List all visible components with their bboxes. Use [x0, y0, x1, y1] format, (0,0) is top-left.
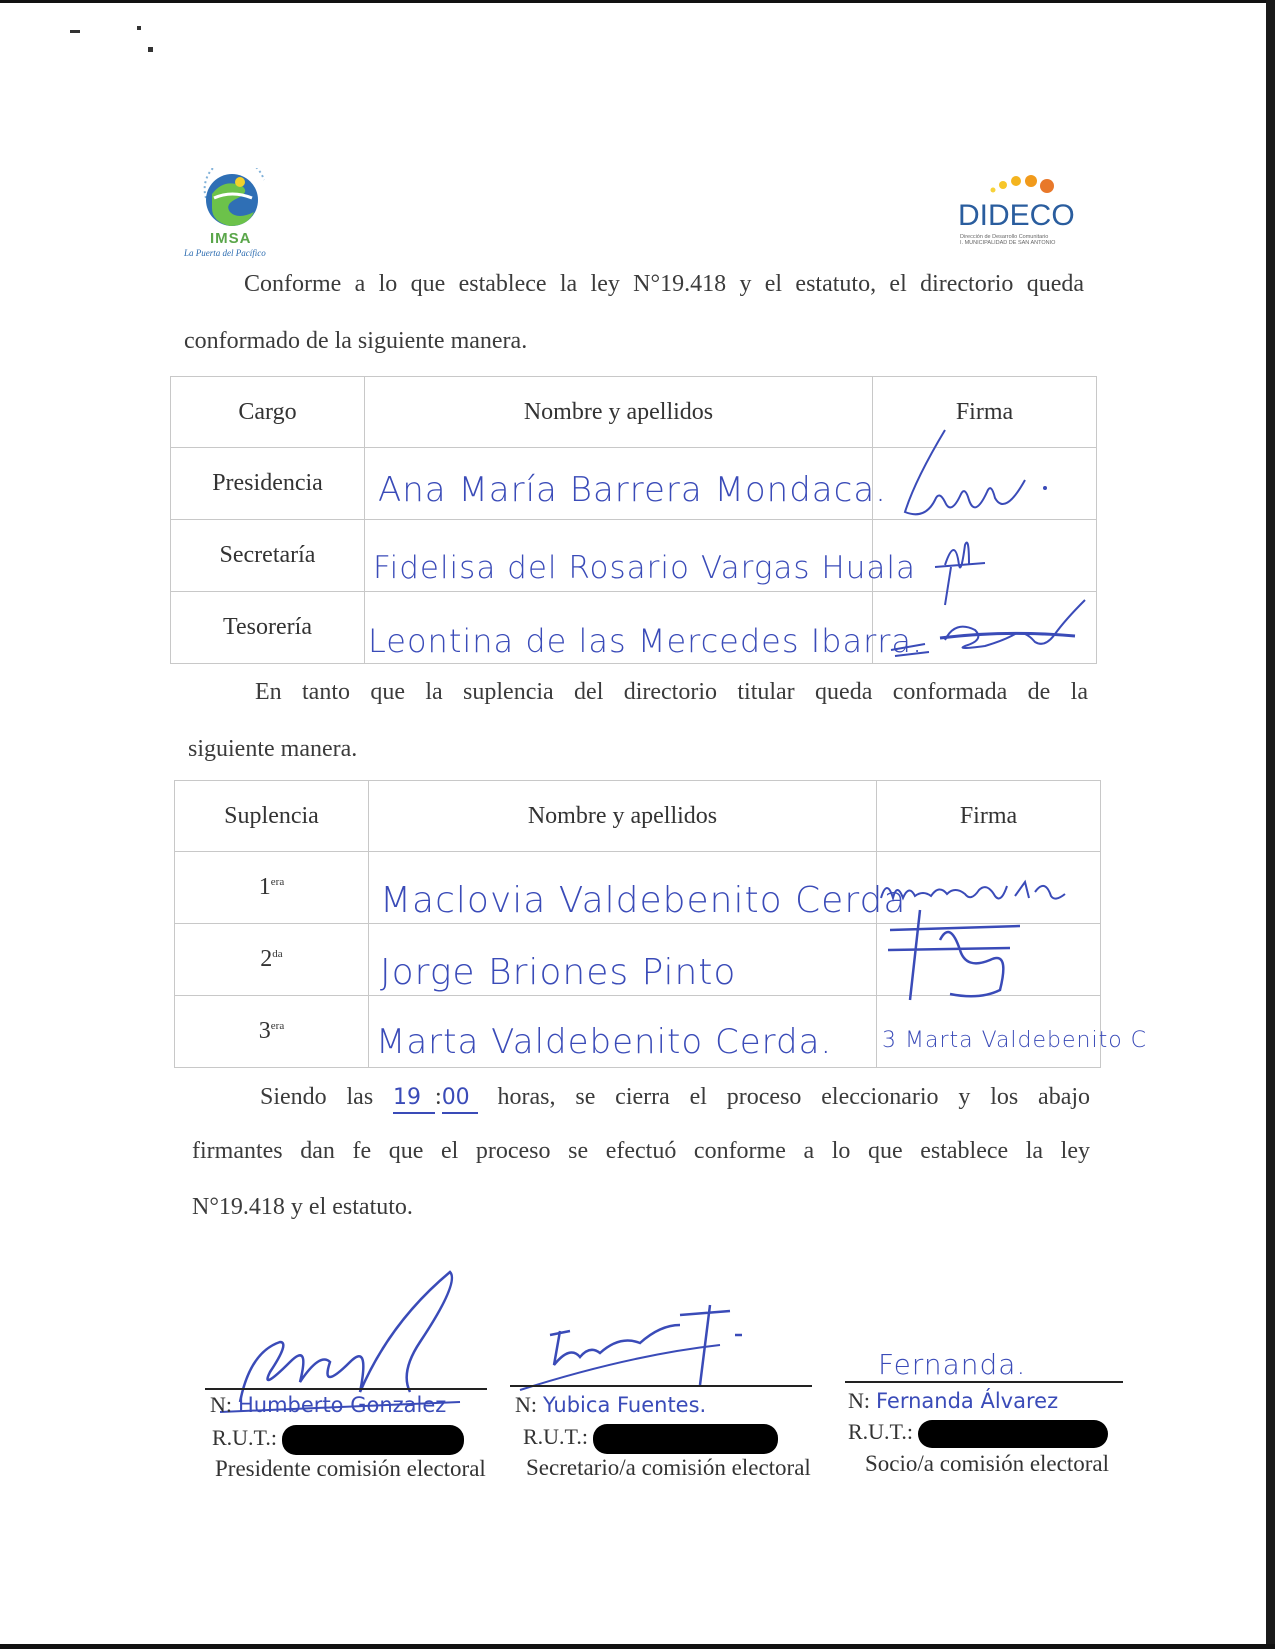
signer-3-rut: R.U.T.:	[848, 1419, 1108, 1448]
header-firma: Firma	[873, 377, 1097, 448]
closing-line-2: firmantes dan fe que el proceso se efectuó conforme a lo que establece la ley	[192, 1138, 1090, 1164]
signature-tesoreria	[885, 590, 1105, 665]
imsa-wordmark: IMSA	[210, 230, 252, 247]
signer-3-role: Socio/a comisión electoral	[865, 1451, 1109, 1476]
intro-line-2: conformado de la siguiente manera.	[184, 328, 528, 354]
signer-1-role: Presidente comisión electoral	[215, 1456, 486, 1481]
intro-line-1: Conforme a lo que establece la ley N°19.418 y el estatuto, el directorio queda	[244, 271, 1084, 297]
scan-border-bottom	[0, 1644, 1275, 1649]
signature-suplencia-2	[880, 900, 1030, 1005]
imsa-logo	[184, 168, 304, 263]
signature-socio-comision: Fernanda.	[878, 1348, 1027, 1381]
redacted-rut	[593, 1424, 778, 1454]
substitutes-intro-line-2: siguiente manera.	[188, 736, 358, 762]
signature-presidencia	[895, 420, 1095, 530]
signer-1-rut: R.U.T.:	[212, 1425, 464, 1455]
signature-secretario-comision	[510, 1295, 770, 1395]
signature-line-2	[510, 1385, 812, 1387]
header-suplencia: Suplencia	[175, 781, 369, 852]
scan-speck	[137, 26, 141, 30]
scan-speck	[148, 47, 153, 52]
redacted-rut	[918, 1420, 1108, 1448]
signer-2-name: N: Yubica Fuentes.	[515, 1392, 707, 1417]
closing-hour: 19	[393, 1084, 435, 1114]
dideco-logo	[955, 172, 1080, 252]
suplencia-cell: $2^{da}$	[175, 924, 369, 996]
handwritten-name: Jorge Briones Pinto	[380, 952, 737, 993]
header-nombre: Nombre y apellidos	[365, 377, 873, 448]
substitutes-table-header	[175, 781, 1101, 852]
closing-minutes: 00	[442, 1084, 478, 1114]
cargo-cell: Tesorería	[171, 592, 365, 664]
scan-speck	[70, 30, 80, 33]
signer-2-role: Secretario/a comisión electoral	[526, 1455, 811, 1480]
closing-line-3: N°19.418 y el estatuto.	[192, 1194, 413, 1220]
cargo-cell: Presidencia	[171, 448, 365, 520]
suplencia-cell: $3^{era}$	[175, 996, 369, 1068]
dideco-wordmark: DIDECO	[958, 199, 1075, 232]
handwritten-name: Marta Valdebenito Cerda.	[376, 1022, 833, 1062]
header-firma: Firma	[877, 781, 1101, 852]
signer-3-name: N: Fernanda Álvarez	[848, 1388, 1059, 1413]
handwritten-name: Fidelisa del Rosario Vargas Huala	[373, 550, 916, 586]
header-cargo: Cargo	[171, 377, 365, 448]
suplencia-cell: $1^{era}$	[175, 852, 369, 924]
imsa-tagline: La Puerta del Pacífico	[184, 248, 266, 258]
signer-1-name: N: Humberto Gonzalez	[210, 1392, 447, 1417]
closing-line-1: Siendo las 19 :00 horas, se cierra el proceso eleccionario y los abajo	[260, 1083, 1090, 1114]
dideco-dots-icon	[985, 172, 1065, 202]
imsa-emblem-icon	[184, 168, 304, 232]
signature-suplencia-3: 3 Marta Valdebenito C	[882, 1028, 1148, 1053]
substitutes-intro-line-1: En tanto que la suplencia del directorio titular queda conformada de la	[255, 679, 1088, 705]
handwritten-name: Ana María Barrera Mondaca.	[378, 470, 887, 510]
dideco-subtitle: Dirección de Desarrollo Comunitario I. MUNICIPALIDAD DE SAN ANTONIO	[960, 234, 1056, 246]
signer-2-rut: R.U.T.:	[523, 1424, 778, 1454]
header-nombre: Nombre y apellidos	[369, 781, 877, 852]
handwritten-name: Leontina de las Mercedes Ibarra.	[368, 622, 924, 660]
redacted-rut	[282, 1425, 464, 1455]
signature-line-3	[845, 1381, 1123, 1383]
signature-line-1	[205, 1388, 487, 1390]
scan-border-top	[0, 0, 1275, 3]
scan-border-right	[1266, 0, 1275, 1649]
cargo-cell: Secretaría	[171, 520, 365, 592]
handwritten-name: Maclovia Valdebenito Cerda	[380, 880, 907, 921]
